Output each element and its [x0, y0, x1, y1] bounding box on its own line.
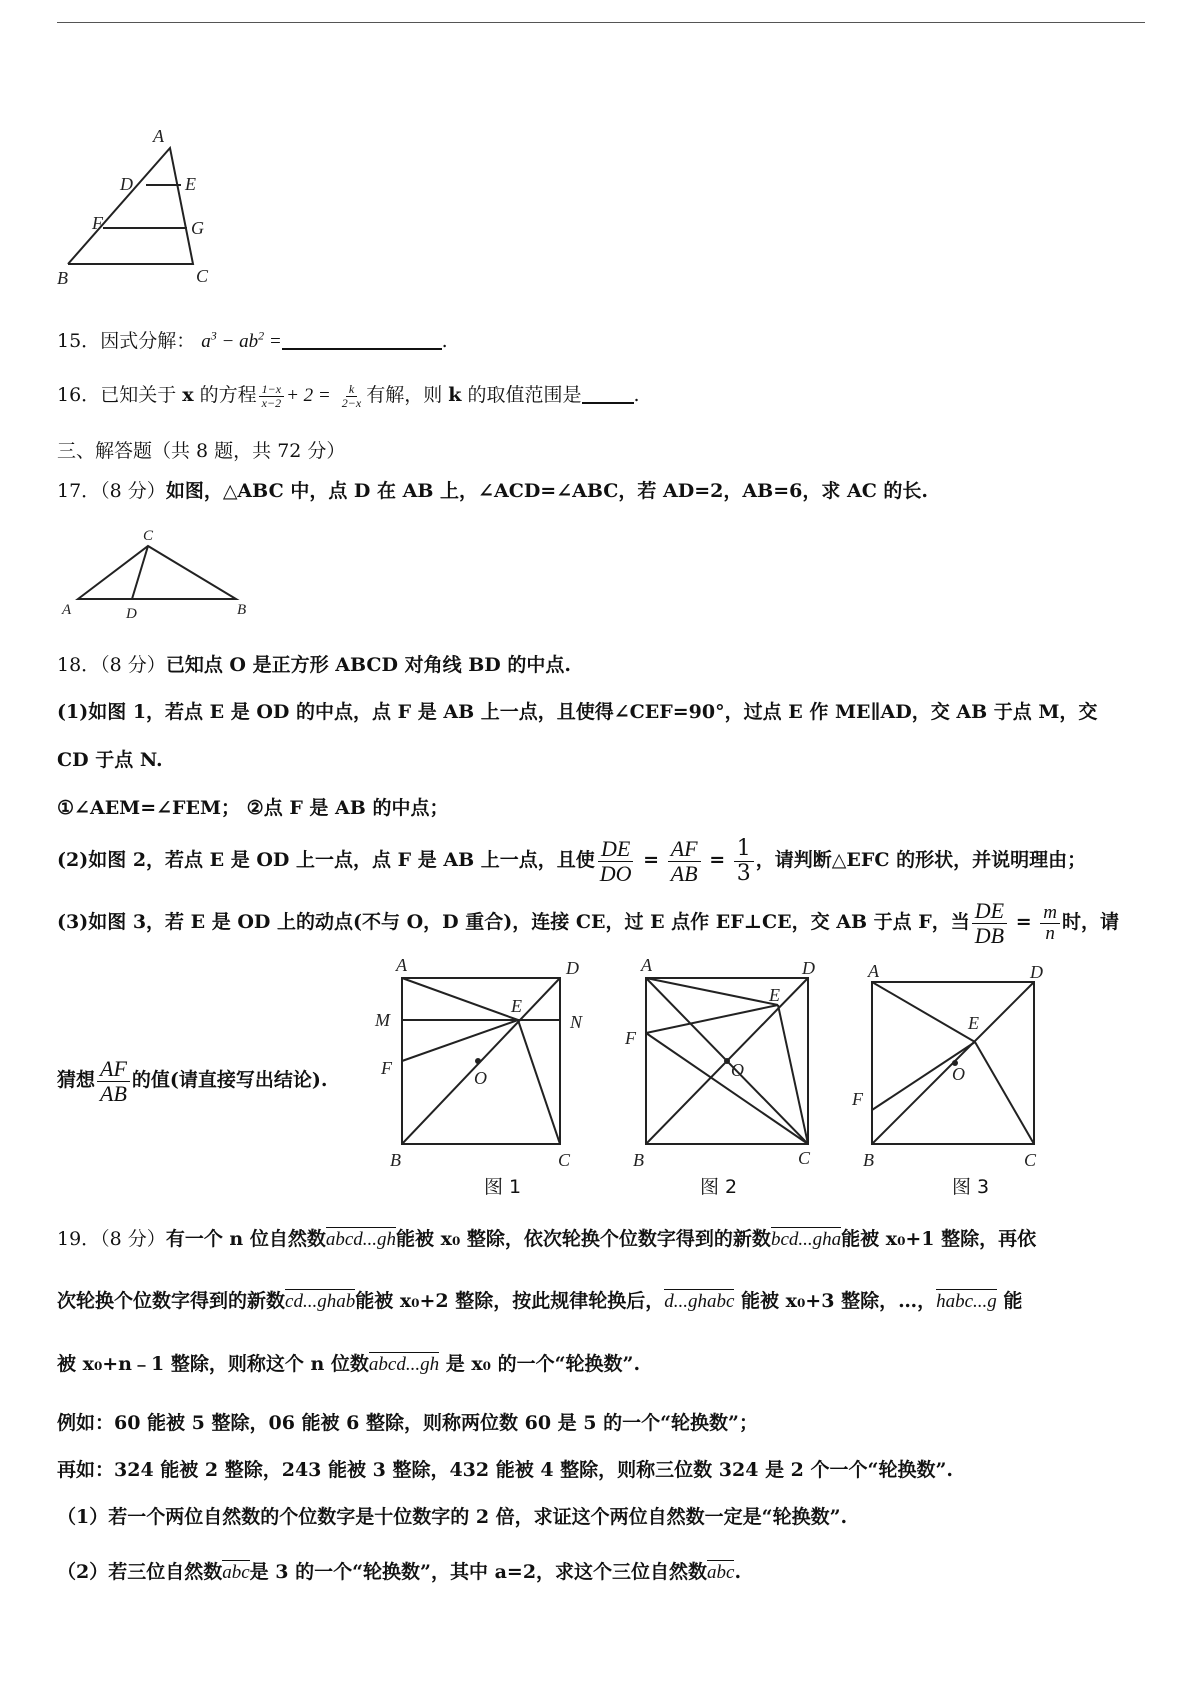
- q19-number-5: habc...g: [936, 1291, 997, 1312]
- label-E: E: [185, 174, 196, 194]
- fig3-label-F: F: [852, 1089, 863, 1109]
- q19-number-3: cd...ghab: [285, 1291, 356, 1312]
- q17-label-D: D: [126, 606, 137, 622]
- fig3-label-A: A: [868, 961, 879, 981]
- label-C: C: [196, 266, 209, 286]
- q18-part1-line1: (1)如图 1，若点 E 是 OD 的中点，点 F 是 AB 上一点，且使得∠CEF=90°，过点 E 作 ME∥AD，交 AB 于点 M，交: [57, 701, 1098, 723]
- fig2-label-F: F: [625, 1028, 636, 1048]
- q19-number-6: abcd...gh: [368, 1354, 440, 1375]
- q18-part2: (2)如图 2，若点 E 是 OD 上一点，点 F 是 AB 上一点，且使 $\frac{DE}{DO}$ = $\frac{AF}{AB}$ = $\frac{1}{3}$ ，请判断△EFC 的形状，并说明理由；: [57, 836, 1087, 886]
- q19-line2: 次轮换个位数字得到的新数cd...ghab能被 x₀+2 整除，按此规律轮换后，d...ghabc 能被 x₀+3 整除，…，habc...g 能: [57, 1290, 1023, 1312]
- fig2-label-E: E: [769, 985, 780, 1005]
- fig1-label-F: F: [381, 1058, 392, 1078]
- fig1-label-E: E: [511, 996, 522, 1016]
- fig1-label-N: N: [570, 1012, 583, 1032]
- fig2-label-A: A: [641, 955, 652, 975]
- q18-p2-frac-one-third: $\frac{1}{3}$: [734, 837, 754, 884]
- fig2-label-B: B: [633, 1150, 644, 1170]
- q19-subquestion-2: （2）若三位自然数abc是 3 的一个“轮换数”，其中 a=2，求这个三位自然数abc.: [57, 1561, 742, 1583]
- q19-line1: 19．（8 分）有一个 n 位自然数abcd...gh能被 x₀ 整除，依次轮换个位数字得到的新数bcd...gha能被 x₀+1 整除，再依: [57, 1228, 1037, 1250]
- fig2-label-C: C: [798, 1148, 811, 1168]
- q19-example-1: 例如：60 能被 5 整除，06 能被 6 整除，则称两位数 60 是 5 的一个“轮换数”；: [57, 1412, 758, 1434]
- q15-text: 因式分解：: [100, 330, 196, 352]
- figure-2: [624, 955, 815, 1170]
- label-B: B: [57, 268, 68, 288]
- q19-number-abc-1: abc: [222, 1562, 250, 1583]
- fig3-label-D: D: [1030, 962, 1043, 982]
- fig1-label-D: D: [566, 958, 579, 978]
- fig3-label-C: C: [1024, 1150, 1037, 1170]
- fig1-label-C: C: [558, 1150, 571, 1170]
- label-A: A: [153, 126, 164, 146]
- q16-fraction-right: $\frac{k}{2-x}$: [341, 381, 362, 410]
- q18-part1-line3: ①∠AEM=∠FEM； ②点 F 是 AB 的中点；: [57, 797, 449, 819]
- q19-number-2: bcd...gha: [770, 1229, 842, 1250]
- q18-p3-frac-de-db: $\frac{DE}{DB}$: [972, 899, 1007, 946]
- section-3-heading: 三、解答题（共 8 题，共 72 分）: [57, 440, 346, 462]
- q19-example-2: 再如：324 能被 2 整除，243 能被 3 整除，432 能被 4 整除，则称三位数 324 是 2 个一个“轮换数”.: [57, 1459, 953, 1481]
- fig3-label-O: O: [952, 1064, 965, 1084]
- fig1-label-B: B: [390, 1150, 401, 1170]
- fig2-caption: 图 2: [700, 1176, 738, 1198]
- label-G: G: [191, 218, 204, 238]
- q16-fraction-left: $\frac{1-x}{x-2}$: [259, 383, 284, 409]
- label-D: D: [120, 174, 133, 194]
- q19-number-abc-2: abc: [707, 1562, 735, 1583]
- q18-p3-frac-af-ab: $\frac{AF}{AB}$: [97, 1057, 130, 1104]
- question-18-intro: 18．（8 分）已知点 O 是正方形 ABCD 对角线 BD 的中点.: [57, 654, 571, 676]
- fig3-label-B: B: [863, 1150, 874, 1170]
- fig1-label-A: A: [396, 955, 407, 975]
- q18-p2-frac-af-ab: $\frac{AF}{AB}$: [668, 837, 701, 884]
- q18-part3: (3)如图 3，若 E 是 OD 上的动点(不与 O，D 重合)，连接 CE，过 E 点作 EF⊥CE，交 AB 于点 F，当 $\frac{DE}{DB}$ = $\frac{m}{n}$ 时，请: [57, 898, 1119, 948]
- fig2-label-D: D: [802, 958, 815, 978]
- q19-number-4: d...ghabc: [664, 1291, 735, 1312]
- fig1-label-O: O: [474, 1068, 487, 1088]
- label-F: F: [92, 213, 103, 233]
- question-16: 16．已知关于 x 的方程 $\frac{1-x}{x-2}$ + 2 = $\frac{k}{2-x}$ 有解，则 k 的取值范围是 .: [57, 381, 640, 410]
- q17-label-B: B: [237, 602, 247, 618]
- fig3-caption: 图 3: [952, 1176, 990, 1198]
- q15-expression: $a^3 - ab^2$ =: [201, 328, 282, 352]
- q19-subquestion-1: （1）若一个两位自然数的个位数字是十位数字的 2 倍，求证这个两位自然数一定是“轮换数”.: [57, 1506, 848, 1528]
- fig3-label-E: E: [968, 1013, 979, 1033]
- fig2-label-O: O: [731, 1060, 744, 1080]
- q17-label-A: A: [62, 602, 72, 618]
- q17-label-C: C: [143, 528, 154, 544]
- q18-part1-line2: CD 于点 N.: [57, 749, 163, 771]
- q15-number: 15．: [57, 330, 101, 352]
- q19-number-1: abcd...gh: [325, 1229, 397, 1250]
- fig1-caption: 图 1: [484, 1176, 522, 1198]
- figure-3: [851, 961, 1043, 1170]
- q18-p3-frac-m-n: $\frac{m}{n}$: [1040, 903, 1060, 944]
- figure-1: [374, 955, 583, 1170]
- q18-p2-frac-de-do: $\frac{DE}{DO}$: [599, 836, 632, 886]
- question-15: 15．因式分解： $a^3 - ab^2$ = .: [57, 328, 448, 352]
- q19-line3: 被 x₀+n﹣1 整除，则称这个 n 位数abcd...gh 是 x₀ 的一个“轮换数”.: [57, 1353, 641, 1375]
- question-17: 17．（8 分）如图，△ABC 中，点 D 在 AB 上，∠ACD=∠ABC，若 AD=2，AB=6，求 AC 的长.: [57, 480, 929, 502]
- fig1-label-M: M: [375, 1010, 390, 1030]
- q18-part3-guess: 猜想 $\frac{AF}{AB}$ 的值(请直接写出结论).: [57, 1056, 328, 1106]
